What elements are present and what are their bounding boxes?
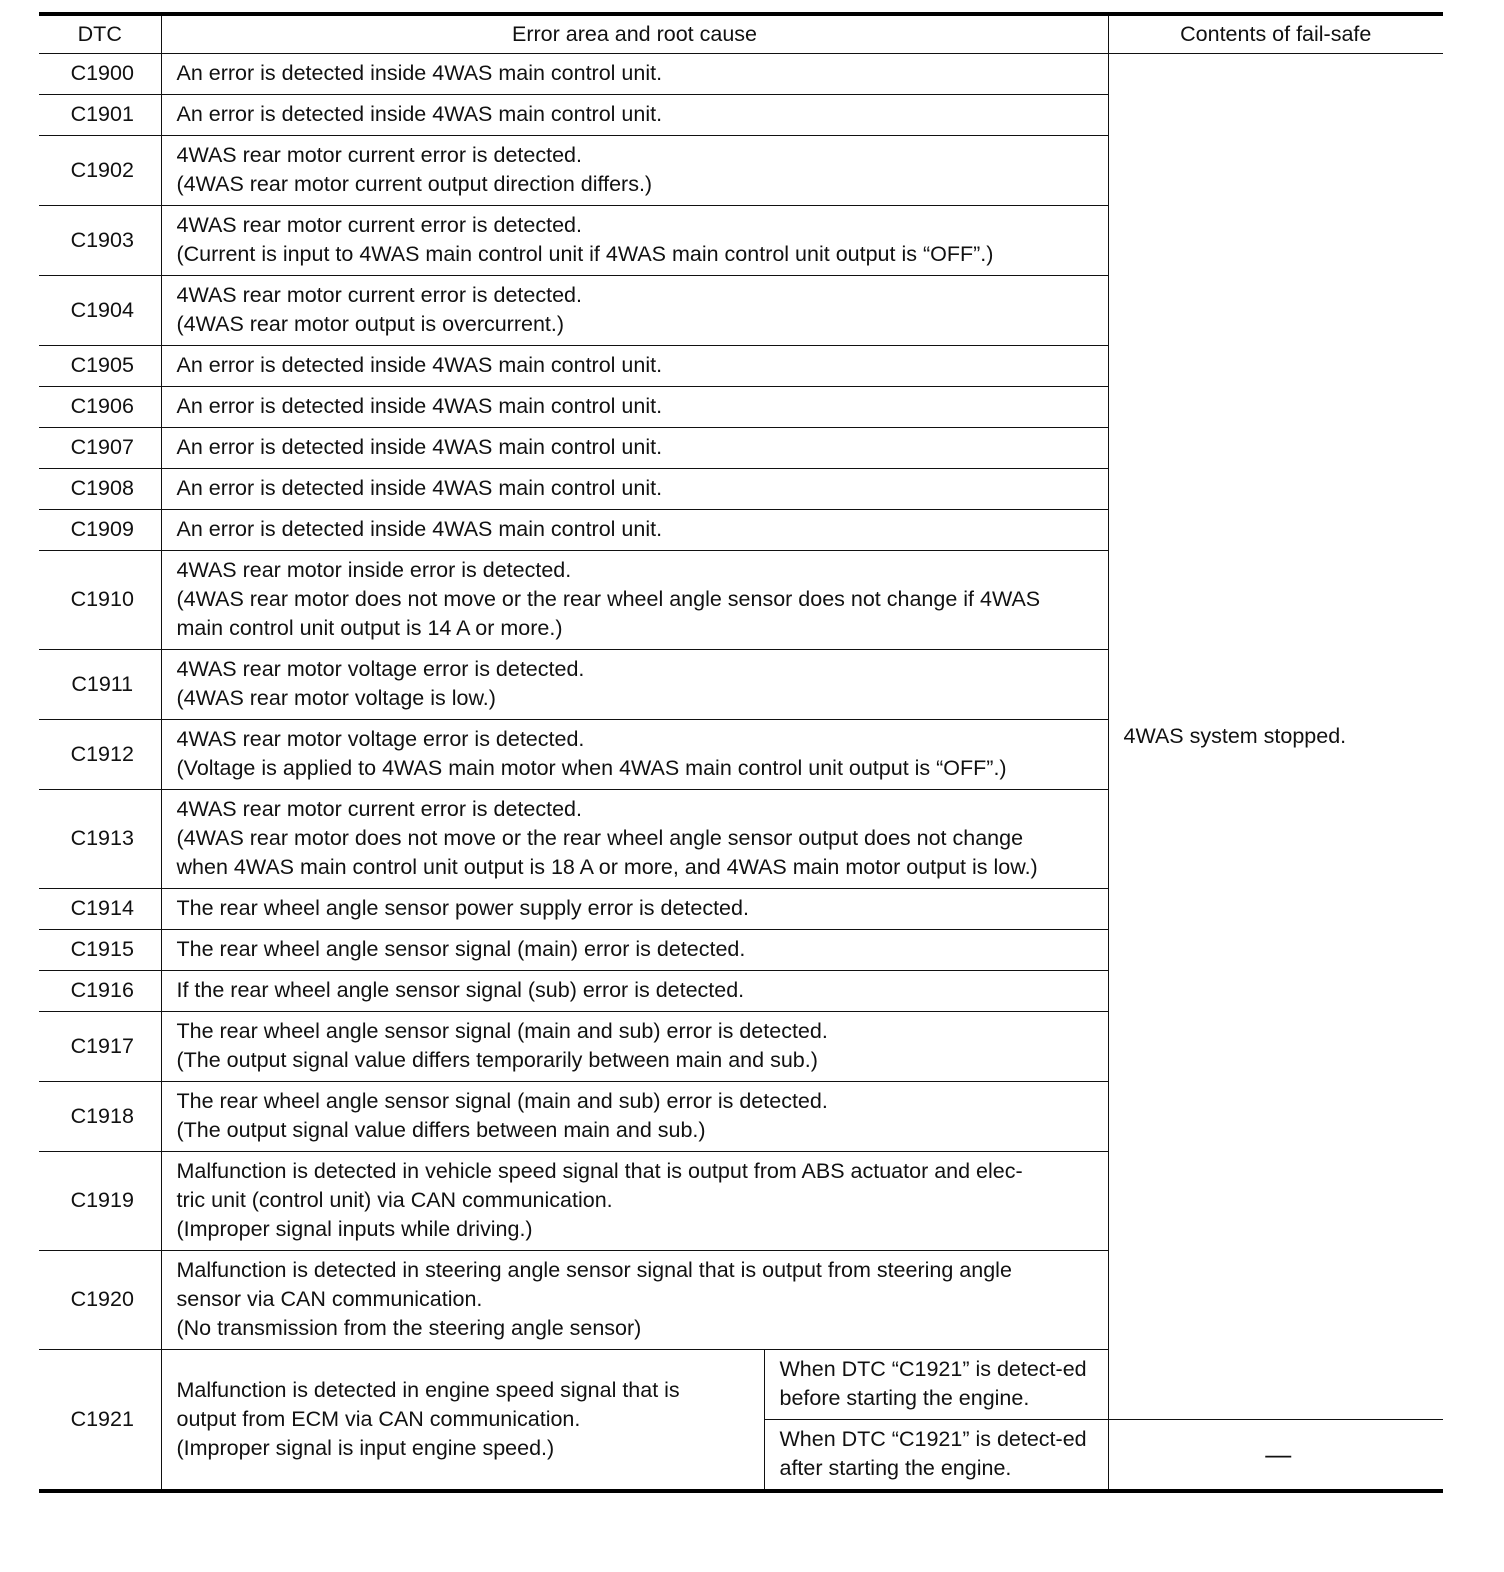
dtc-code: C1902 (39, 136, 161, 206)
cause-cell (161, 276, 1108, 346)
cause-line: (Improper signal is input engine speed.) (176, 1435, 555, 1460)
failsafe-none-dash: — (1108, 1420, 1443, 1492)
header-row (39, 14, 1443, 54)
cause-line: sensor via CAN communication. (176, 1287, 483, 1311)
cause-cell (161, 1012, 1108, 1082)
dtc-code: C1912 (39, 720, 161, 790)
cause-line: output from ECM via CAN communication. (176, 1406, 581, 1431)
cause-line: An error is detected inside 4WAS main control unit. (176, 476, 663, 500)
cause-cell (161, 1152, 1108, 1251)
cause-line: 4WAS rear motor current error is detected. (176, 283, 582, 307)
condition-before-start (764, 1350, 1108, 1420)
cause-cell (161, 1350, 764, 1492)
cause-line: (4WAS rear motor current output direction differs.) (176, 172, 653, 196)
cause-line: (The output signal value differs temporarily between main and sub.) (176, 1048, 818, 1072)
cause-line: The rear wheel angle sensor power supply error is detected. (176, 896, 749, 920)
dtc-code: C1905 (39, 346, 161, 387)
dtc-table (39, 12, 1443, 1493)
cause-line: when 4WAS main control unit output is 18 A or more, and 4WAS main motor output is low.) (176, 855, 1038, 879)
cause-cell (161, 971, 1108, 1012)
dtc-code: C1921 (39, 1350, 161, 1492)
cause-cell (161, 720, 1108, 790)
cause-line: An error is detected inside 4WAS main control unit. (176, 353, 663, 377)
cause-line: 4WAS rear motor voltage error is detected. (176, 657, 585, 681)
dtc-code: C1901 (39, 95, 161, 136)
cause-line: 4WAS rear motor inside error is detected. (176, 558, 572, 582)
table-row (39, 54, 1443, 95)
header-failsafe: Contents of fail-safe (1108, 14, 1443, 54)
cause-line: ed before starting the engine. (779, 1357, 1087, 1410)
dtc-code: C1913 (39, 790, 161, 889)
cause-line: (4WAS rear motor does not move or the rear wheel angle sensor output does not change (176, 826, 1024, 850)
cause-line: 4WAS rear motor current error is detected. (176, 213, 582, 237)
cause-line: The rear wheel angle sensor signal (main and sub) error is detected. (176, 1019, 828, 1043)
cause-cell (161, 650, 1108, 720)
cause-line: Malfunction is detected in steering angle sensor signal that is output from steering angle (176, 1258, 1012, 1282)
dtc-code: C1914 (39, 889, 161, 930)
dtc-code: C1911 (39, 650, 161, 720)
dtc-code: C1919 (39, 1152, 161, 1251)
condition-after-start (764, 1420, 1108, 1492)
failsafe-cell: 4WAS system stopped. (1108, 54, 1443, 1420)
cause-line: The rear wheel angle sensor signal (main) error is detected. (176, 937, 746, 961)
cause-line: 4WAS rear motor current error is detected. (176, 143, 582, 167)
dtc-table-body (39, 14, 1443, 1491)
dtc-code: C1910 (39, 551, 161, 650)
cause-line: The rear wheel angle sensor signal (main and sub) error is detected. (176, 1089, 828, 1113)
dtc-code: C1920 (39, 1251, 161, 1350)
cause-line: When DTC “C1921” is detect- (779, 1357, 1063, 1381)
dtc-code: C1904 (39, 276, 161, 346)
cause-line: (4WAS rear motor voltage is low.) (176, 686, 496, 710)
cause-line: tric unit (control unit) via CAN communication. (176, 1188, 613, 1212)
dtc-code: C1916 (39, 971, 161, 1012)
cause-cell (161, 136, 1108, 206)
cause-line: 4WAS rear motor voltage error is detected. (176, 727, 585, 751)
dtc-code: C1915 (39, 930, 161, 971)
cause-line: An error is detected inside 4WAS main control unit. (176, 102, 663, 126)
cause-line: An error is detected inside 4WAS main control unit. (176, 61, 663, 85)
cause-line: Malfunction is detected in engine speed signal that is (176, 1377, 680, 1402)
cause-line: (Current is input to 4WAS main control unit if 4WAS main control unit output is “OFF”.) (176, 242, 994, 266)
cause-cell (161, 1251, 1108, 1350)
cause-cell (161, 428, 1108, 469)
cause-cell (161, 206, 1108, 276)
header-dtc: DTC (39, 14, 161, 54)
dtc-code: C1908 (39, 469, 161, 510)
dtc-code: C1909 (39, 510, 161, 551)
cause-line: An error is detected inside 4WAS main control unit. (176, 517, 663, 541)
cause-line: ed after starting the engine. (779, 1427, 1087, 1480)
cause-cell (161, 790, 1108, 889)
dtc-code: C1918 (39, 1082, 161, 1152)
cause-line: (No transmission from the steering angle sensor) (176, 1316, 642, 1340)
cause-cell (161, 930, 1108, 971)
cause-cell (161, 889, 1108, 930)
cause-line: 4WAS rear motor current error is detected. (176, 797, 582, 821)
cause-cell (161, 54, 1108, 95)
dtc-code: C1907 (39, 428, 161, 469)
dtc-code: C1900 (39, 54, 161, 95)
cause-line: (4WAS rear motor output is overcurrent.) (176, 312, 565, 336)
cause-line: When DTC “C1921” is detect- (779, 1427, 1063, 1451)
cause-line: An error is detected inside 4WAS main control unit. (176, 435, 663, 459)
cause-cell (161, 551, 1108, 650)
cause-line: An error is detected inside 4WAS main control unit. (176, 394, 663, 418)
header-cause: Error area and root cause (161, 14, 1108, 54)
cause-line: Malfunction is detected in vehicle speed signal that is output from ABS actuator and elec- (176, 1159, 1023, 1183)
cause-line: main control unit output is 14 A or more.) (176, 616, 563, 640)
cause-cell (161, 1082, 1108, 1152)
cause-cell (161, 346, 1108, 387)
cause-line: If the rear wheel angle sensor signal (sub) error is detected. (176, 978, 745, 1002)
cause-line: (Voltage is applied to 4WAS main motor when 4WAS main control unit output is “OFF”.) (176, 756, 1007, 780)
cause-cell (161, 95, 1108, 136)
cause-cell (161, 469, 1108, 510)
cause-cell (161, 510, 1108, 551)
cause-line: (Improper signal inputs while driving.) (176, 1217, 533, 1241)
cause-cell (161, 387, 1108, 428)
dtc-code: C1917 (39, 1012, 161, 1082)
cause-line: (The output signal value differs between main and sub.) (176, 1118, 706, 1142)
cause-line: (4WAS rear motor does not move or the rear wheel angle sensor does not change if 4WAS (176, 587, 1041, 611)
dtc-code: C1906 (39, 387, 161, 428)
dtc-code: C1903 (39, 206, 161, 276)
